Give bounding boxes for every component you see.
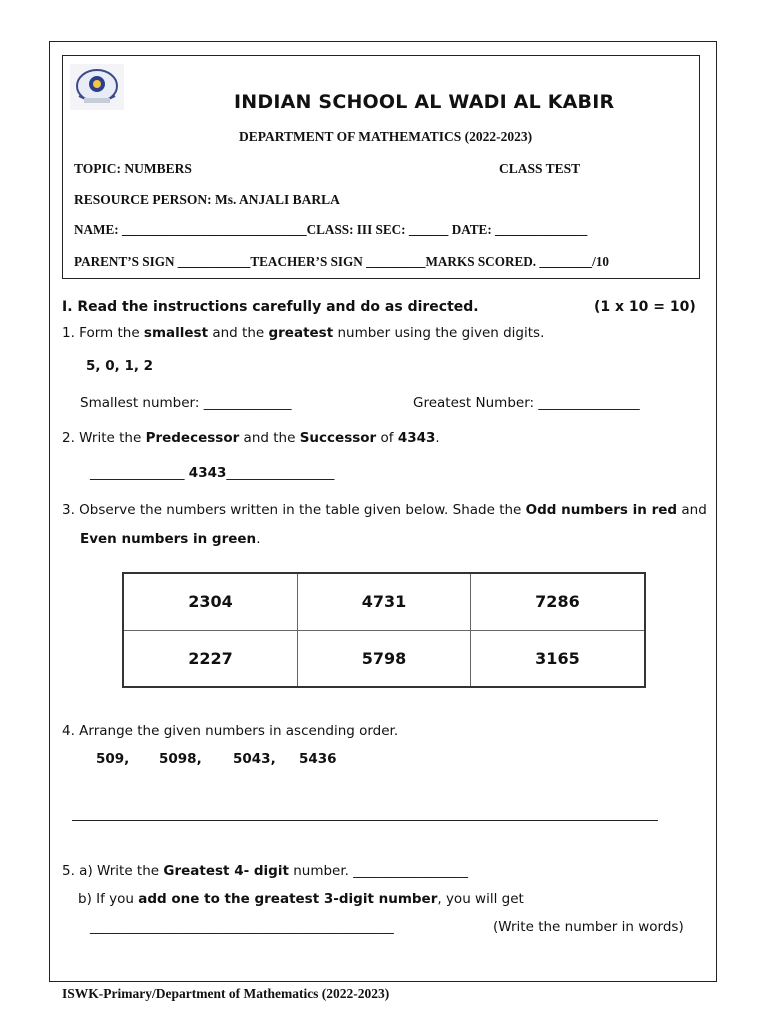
question-4: 4. Arrange the given numbers in ascending order. (62, 723, 399, 739)
q4-number-2: 5098, (159, 751, 202, 767)
greatest-number-answer[interactable]: Greatest Number: _______________ (413, 395, 640, 411)
test-type-label: CLASS TEST (499, 161, 581, 176)
q1-digits: 5, 0, 1, 2 (86, 358, 154, 374)
school-name: INDIAN SCHOOL AL WADI AL KABIR (234, 91, 615, 113)
table-cell[interactable]: 3165 (470, 630, 645, 687)
section-heading: I. Read the instructions carefully and do as directed. (62, 299, 479, 315)
topic-label: TOPIC: NUMBERS (74, 161, 192, 176)
table-cell[interactable]: 5798 (298, 630, 471, 687)
table-row (123, 630, 645, 687)
question-2: 2. Write the Predecessor and the Successor of 4343. (62, 430, 440, 446)
q4-number-4: 5436 (299, 751, 337, 767)
resource-person: RESOURCE PERSON: Ms. ANJALI BARLA (74, 192, 340, 207)
numbers-table (122, 572, 646, 688)
school-logo (70, 64, 124, 110)
q4-number-3: 5043, (233, 751, 276, 767)
q2-answer-line[interactable]: ______________ 4343________________ (90, 465, 335, 481)
q4-number-1: 509, (96, 751, 130, 767)
q5b-answer-line[interactable]: _____________________________________________ (90, 919, 394, 935)
question-3-cont: Even numbers in green. (80, 531, 261, 547)
table-row (123, 573, 645, 630)
table-cell[interactable]: 4731 (298, 573, 471, 630)
smallest-number-answer[interactable]: Smallest number: _____________ (80, 395, 292, 411)
table-cell[interactable]: 7286 (470, 573, 645, 630)
name-class-date-line: NAME: ____________________________CLASS: III SEC: ______ DATE: ______________ (74, 222, 588, 237)
question-5a[interactable]: 5. a) Write the Greatest 4- digit number. _________________ (62, 863, 469, 879)
question-5b: b) If you add one to the greatest 3-digit number, you will get (78, 891, 524, 907)
section-marks: (1 x 10 = 10) (594, 299, 696, 315)
table-cell[interactable]: 2304 (123, 573, 298, 630)
question-3: 3. Observe the numbers written in the table given below. Shade the Odd numbers in red and (62, 502, 707, 518)
sign-marks-line: PARENT’S SIGN ___________TEACHER’S SIGN _________MARKS SCORED. ________/10 (74, 254, 610, 269)
footer-text: ISWK-Primary/Department of Mathematics (2022-2023) (62, 986, 390, 1001)
q5b-hint: (Write the number in words) (493, 919, 684, 935)
question-1: 1. Form the smallest and the greatest number using the given digits. (62, 325, 545, 341)
department-title: DEPARTMENT OF MATHEMATICS (2022-2023) (239, 129, 533, 144)
table-cell[interactable]: 2227 (123, 630, 298, 687)
q4-answer-line[interactable] (72, 820, 658, 821)
